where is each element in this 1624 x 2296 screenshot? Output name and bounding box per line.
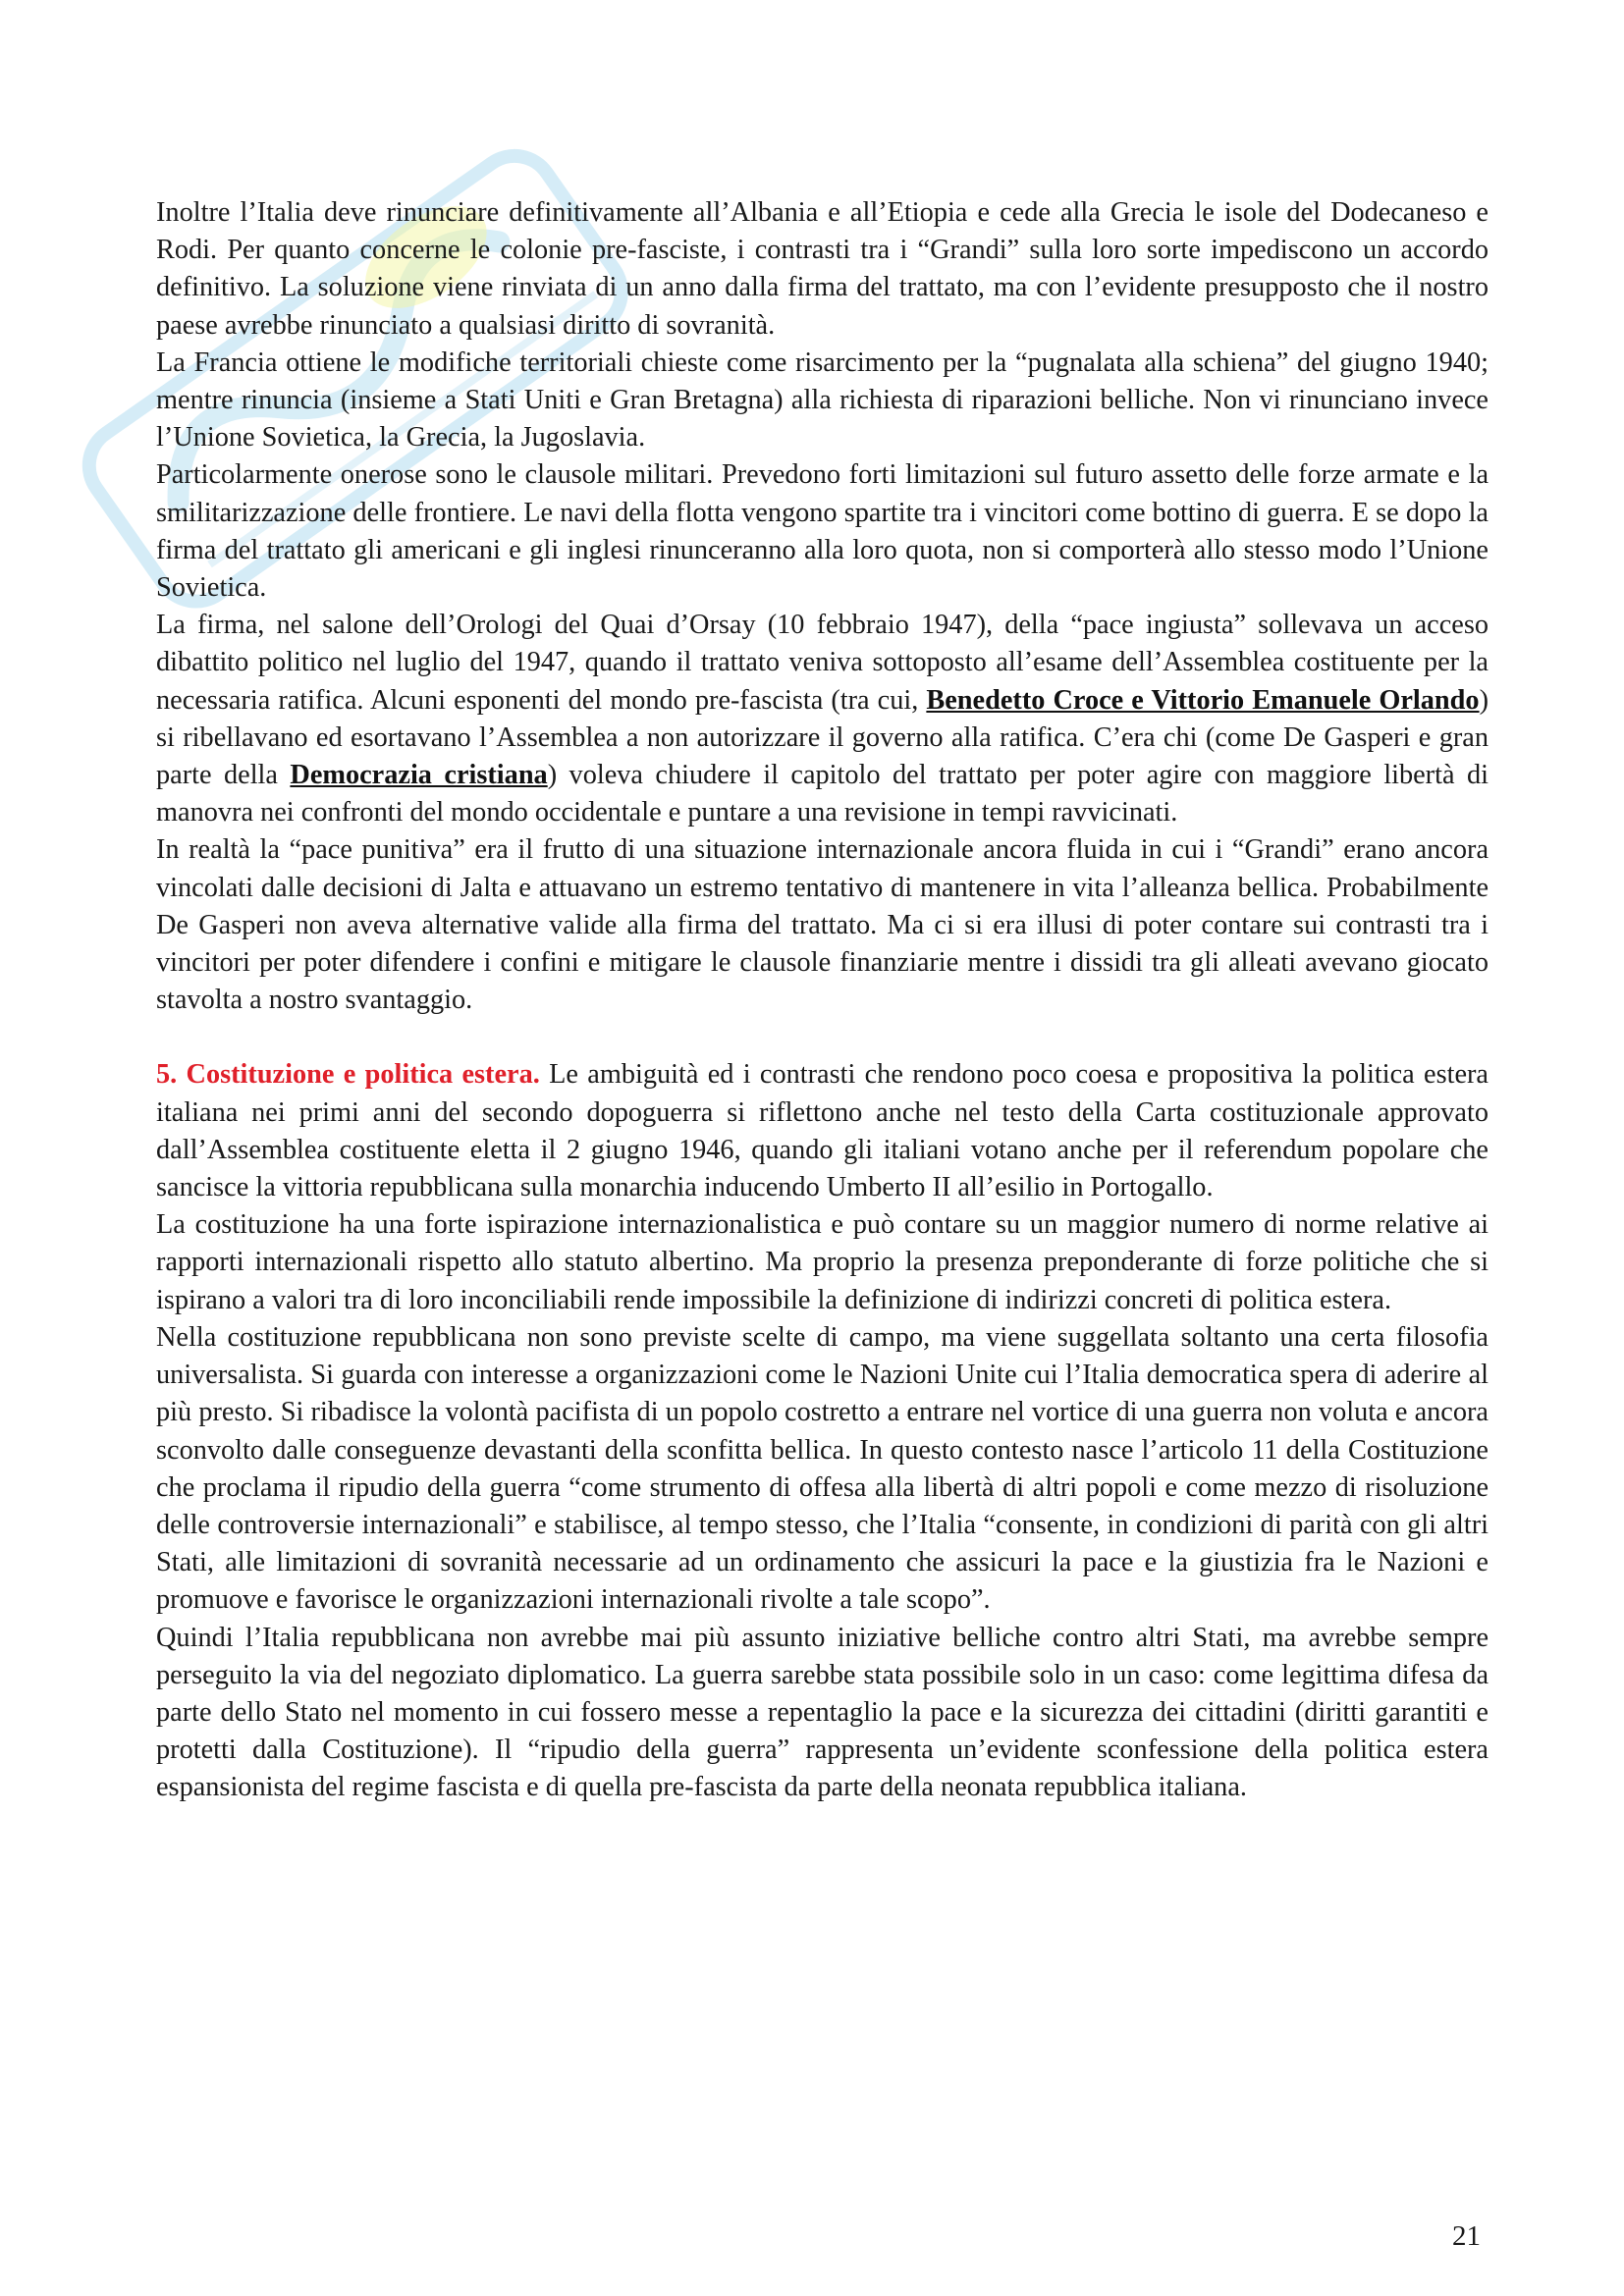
link-democrazia-cristiana[interactable]: Democrazia cristiana [290,760,548,791]
paragraph: La costituzione ha una forte ispirazione internazionalistica e può contare su un maggior numero di norme relative ai rapporti internazionali rispetto allo statuto albertino. Ma proprio la presenza preponderante di forze politiche che si ispirano a valori tra di loro inconciliabili rende impossibile la definizione di indirizzi concreti di politica estera. [156,1209,1489,1315]
section-paragraph [156,1056,1489,1206]
paragraph: Particolarmente onerose sono le clausole militari. Prevedono forti limitazioni sul futuro assetto delle forze armate e la smilitarizzazione delle frontiere. Le navi della flotta vengono spartite tra i vincitori come bottino di guerra. E se dopo la firma del trattato gli americani e gli inglesi rinunceranno alla loro quota, non si comporterà allo stesso modo l’Unione Sovietica. [156,459,1489,604]
text-span: Le ambiguità ed i contrasti che rendono poco coesa e propositiva la politica estera italiana nei primi anni del secondo dopoguerra si riflettono anche nel testo della Carta costituzionale approvato dall’Assemblea costituente eletta il 2 giugno 1946, quando gli italiani votano anche per il referendum popolare che sancisce la vittoria repubblicana sulla monarchia inducendo Umberto II all’esilio in Portogallo. [156,1059,1489,1203]
text-span: La firma, nel salone dell’Orologi del Quai d’Orsay (10 febbraio 1947), della “pace ingiusta” sollevava un acceso dibattito politico nel luglio del 1947, quando il trattato veniva sottoposto all’esame dell’Assemblea costituente per la necessaria ratifica. Alcuni esponenti del mondo pre-fascista (tra cui, [156,610,1489,716]
paragraph: Nella costituzione repubblicana non sono previste scelte di campo, ma viene suggellata soltanto una certa filosofia universalista. Si guarda con interesse a organizzazioni come le Nazioni Unite cui l’Italia democratica spera di aderire al più presto. Si ribadisce la volontà pacifista di un popolo costretto a entrare nel vortice di una guerra non voluta e ancora sconvolto dalle conseguenze devastanti della sconfitta bellica. In questo contesto nasce l’articolo 11 della Costituzione che proclama il ripudio della guerra “come strumento di offesa alla libertà di altri popoli e come mezzo di risoluzione delle controversie internazionali” e stabilisce, al tempo stesso, che l’Italia “consente, in condizioni di parità con gli altri Stati, alle limitazioni di sovranità necessarie ad un ordinamento che assicuri la pace e la giustizia fra le Nazioni e promuove e favorisce le organizzazioni internazionali rivolte a tale scopo”. [156,1321,1489,1616]
paragraph: In realtà la “pace punitiva” era il frutto di una situazione internazionale ancora fluida in cui i “Grandi” erano ancora vincolati dalle decisioni di Jalta e attuavano un estremo tentativo di mantenere in vita l’alleanza bellica. Probabilmente De Gasperi non aveva alternative valide alla firma del trattato. Ma ci si era illusi di poter contare sui contrasti tra i vincitori per poter difendere i confini e mitigare le clausole finanziarie mentre i dissidi tra gli alleati avevano giocato stavolta a nostro svantaggio. [156,834,1489,1016]
text-span: ) voleva chiudere il capitolo del trattato per poter agire con maggiore libertà di manovra nei confronti del mondo occidentale e puntare a una revisione in tempi ravvicinati. [156,760,1489,828]
section-heading: 5. Costituzione e politica estera. [156,1059,540,1091]
paragraph: Inoltre l’Italia deve rinunciare definitivamente all’Albania e all’Etiopia e cede alla Grecia le isole del Dodecaneso e Rodi. Per quanto concerne le colonie pre-fasciste, i contrasti tra i “Grandi” sulla loro sorte impediscono un accordo definitivo. La soluzione viene rinviata di un anno dalla firma del trattato, ma con l’evidente presupposto che il nostro paese avrebbe rinunciato a qualsiasi diritto di sovranità. [156,197,1489,341]
text-span: ) si ribellavano ed esortavano l’Assemblea a non autorizzare il governo alla ratifica. C’era chi (come De Gasperi e gran parte della [156,684,1489,791]
link-croce-orlando[interactable]: Benedetto Croce e Vittorio Emanuele Orlando [926,684,1480,716]
page-number: 21 [1452,2220,1481,2252]
paragraph [156,607,1489,831]
paragraph: Quindi l’Italia repubblicana non avrebbe mai più assunto iniziative belliche contro altri Stati, ma avrebbe sempre perseguito la via del negoziato diplomatico. La guerra sarebbe stata possibile solo in un caso: come legittima difesa da parte dello Stato nel momento in cui fossero messe a repentaglio la pace e la sicurezza dei cittadini (diritti garantiti e protetti dalla Costituzione). Il “ripudio della guerra” rappresenta un’evidente sconfessione della politica estera espansionista del regime fascista e di quella pre-fascista da parte della neonata repubblica italiana. [156,1622,1489,1803]
main-text [156,194,1489,1807]
paragraph: La Francia ottiene le modifiche territoriali chieste come risarcimento per la “pugnalata alla schiena” del giugno 1940; mentre rinuncia (insieme a Stati Uniti e Gran Bretagna) alla richiesta di riparazioni belliche. Non vi rinunciano invece l’Unione Sovietica, la Grecia, la Jugoslavia. [156,347,1489,454]
